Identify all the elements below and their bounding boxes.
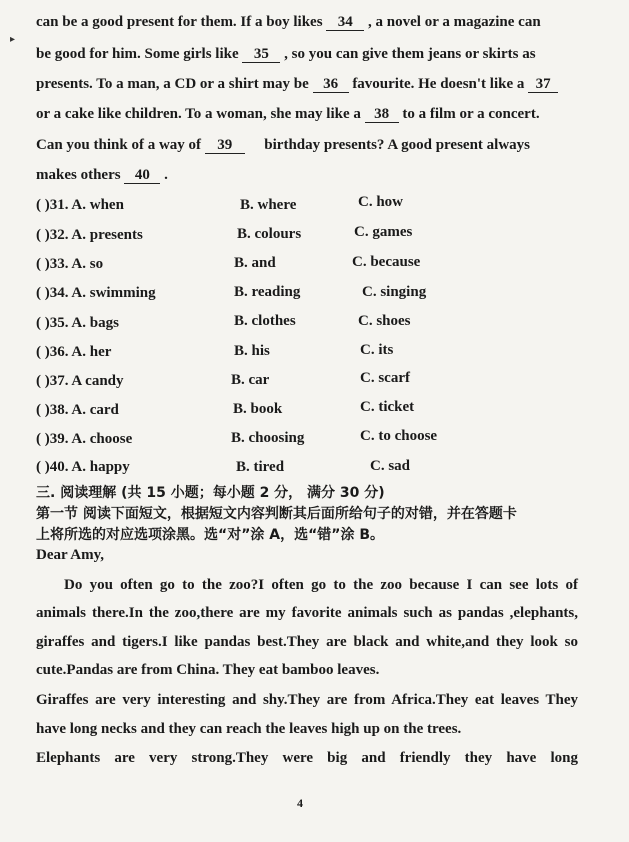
question-number: ( )31. A. when xyxy=(36,197,124,213)
option-b: B. colours xyxy=(237,226,302,242)
option-c: C. games xyxy=(354,224,413,240)
option-b: B. where xyxy=(240,197,297,213)
passage-line-2: be good for him. Some girls like 35 , so you can give them jeans or skirts as xyxy=(36,46,536,62)
blank-40: 40 xyxy=(124,168,160,184)
option-c: C. sad xyxy=(370,458,411,474)
option-b: B. his xyxy=(234,343,270,359)
passage-line-6: makes others 40 . xyxy=(36,167,168,183)
option-c: C. shoes xyxy=(358,313,411,329)
letter-line-1: Do you often go to the zoo?I often go to the zoo because I can see lots of xyxy=(64,577,578,593)
letter-line-4: cute.Pandas are from China. They eat bamboo leaves. xyxy=(36,662,380,678)
blank-38: 38 xyxy=(365,107,399,123)
question-number: ( )36. A. her xyxy=(36,344,112,360)
option-b: B. clothes xyxy=(234,313,296,329)
passage-line-3: presents. To a man, a CD or a shirt may be 36 favourite. He doesn't like a 37 xyxy=(36,76,578,93)
page-number: 4 xyxy=(297,796,303,810)
option-c: C. its xyxy=(360,342,394,358)
question-number: ( )32. A. presents xyxy=(36,227,143,243)
option-b: B. choosing xyxy=(231,430,305,446)
blank-37: 37 xyxy=(528,77,558,93)
option-c: C. singing xyxy=(362,284,427,300)
margin-mark: ▸ xyxy=(10,34,16,45)
question-number: ( )34. A. swimming xyxy=(36,285,156,301)
question-number: ( )39. A. choose xyxy=(36,431,133,447)
question-number: ( )38. A. card xyxy=(36,402,119,418)
option-b: B. reading xyxy=(234,284,301,300)
option-c: C. because xyxy=(352,254,421,270)
passage-line-1: can be a good present for them. If a boy likes 34 , a novel or a magazine can xyxy=(36,14,541,30)
question-number: ( )40. A. happy xyxy=(36,459,130,475)
question-number: ( )37. A candy xyxy=(36,373,124,389)
blank-36: 36 xyxy=(313,77,349,93)
option-b: B. and xyxy=(234,255,276,271)
blank-34: 34 xyxy=(326,15,364,31)
letter-line-2: animals there.In the zoo,there are my favorite animals such as pandas ,elephants, xyxy=(36,605,578,621)
option-c: C. how xyxy=(358,194,404,210)
question-number: ( )33. A. so xyxy=(36,256,104,272)
letter-line-7: Elephants are very strong.They were big and friendly they have long xyxy=(36,750,578,766)
blank-35: 35 xyxy=(242,47,280,63)
section-instruction-2: 上将所选的对应选项涂黑。选“对”涂 A，选“错”涂 B。 xyxy=(36,527,385,543)
question-number: ( )35. A. bags xyxy=(36,315,119,331)
letter-line-6: have long necks and they can reach the leaves high up on the trees. xyxy=(36,721,462,737)
passage-line-5: Can you think of a way of 39 birthday presents? A good present always xyxy=(36,137,531,153)
option-c: C. ticket xyxy=(360,399,415,415)
option-c: C. to choose xyxy=(360,428,438,444)
blank-39: 39 xyxy=(205,138,245,154)
passage-line-4: or a cake like children. To a woman, she may like a 38 to a film or a concert. xyxy=(36,106,540,122)
section-instruction-1: 第一节 阅读下面短文，根据短文内容判断其后面所给句子的对错，并在答题卡 xyxy=(36,506,517,522)
option-b: B. car xyxy=(231,372,270,388)
letter-line-3: giraffes and tigers.I like pandas best.They are black and white,and they look so xyxy=(36,634,578,650)
option-c: C. scarf xyxy=(360,370,410,386)
option-b: B. book xyxy=(233,401,283,417)
letter-greeting: Dear Amy, xyxy=(36,547,105,563)
letter-line-5: Giraffes are very interesting and shy.They are from Africa.They eat leaves They xyxy=(36,692,578,708)
option-b: B. tired xyxy=(236,459,285,475)
section-title: 三. 阅读理解 (共 15 小题；每小题 2 分， 满分 30 分) xyxy=(36,485,385,501)
